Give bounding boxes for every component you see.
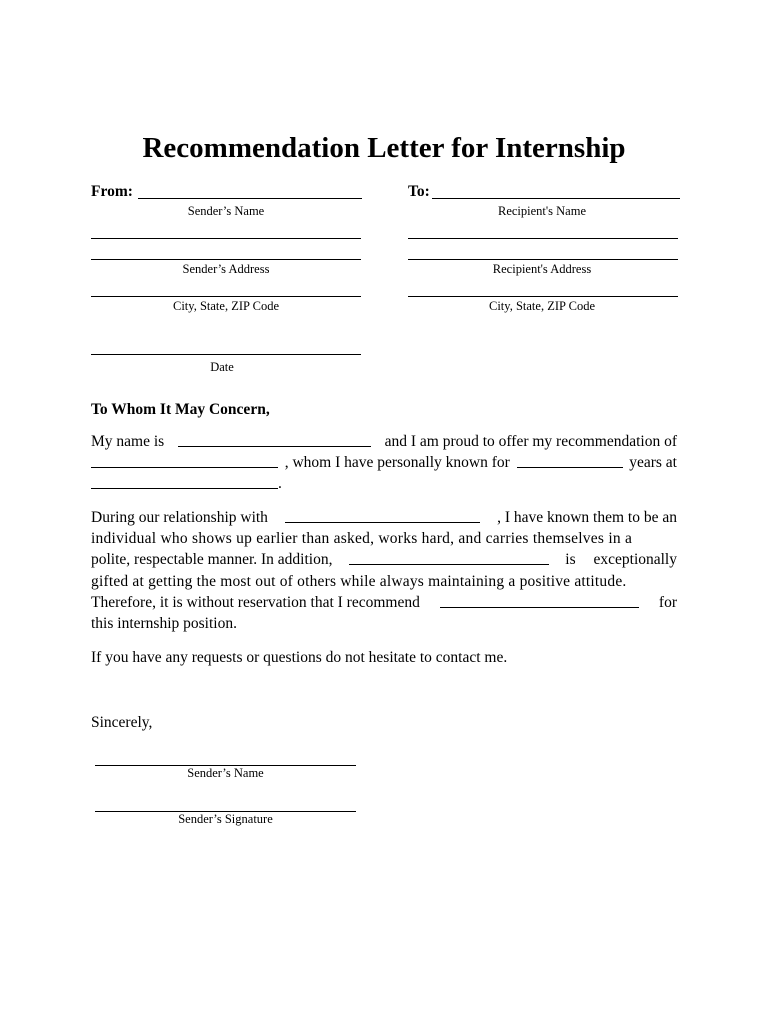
recipient-address-caption: Recipient's Address xyxy=(492,262,592,276)
paragraph-contact: If you have any requests or questions do not hesitate to contact me. xyxy=(91,649,508,666)
paragraph-line xyxy=(91,592,677,613)
paragraph-line xyxy=(91,452,677,473)
text-span: this internship position. xyxy=(91,615,237,633)
paragraph-line xyxy=(91,613,677,634)
signature-caption: Sender’s Signature xyxy=(178,812,273,826)
paragraph-line xyxy=(91,507,677,528)
recipient-name-caption: Recipient's Name xyxy=(498,204,586,218)
text-span: is exceptionally xyxy=(565,551,677,569)
recipient-name-line[interactable] xyxy=(432,198,680,199)
text-span: Therefore, it is without reservation that I recommend xyxy=(91,593,420,611)
sender-address-line-1[interactable] xyxy=(91,238,361,239)
paragraph-line xyxy=(91,528,677,549)
paragraph-relationship xyxy=(91,507,677,634)
sender-city-line[interactable] xyxy=(91,296,361,297)
text-span: and I am proud to offer my recommendation of xyxy=(384,433,677,450)
sender-name-line[interactable] xyxy=(138,198,362,199)
to-label: To: xyxy=(408,183,430,200)
text-span: , I have known them to be an xyxy=(497,509,677,526)
recipient-city-caption: City, State, ZIP Code xyxy=(488,299,595,313)
text-span: for xyxy=(658,593,677,611)
closing: Sincerely, xyxy=(91,714,153,731)
organization-blank[interactable] xyxy=(91,473,278,489)
years-known-blank[interactable] xyxy=(517,452,623,468)
paragraph-line xyxy=(91,549,677,570)
from-label: From: xyxy=(91,183,133,200)
date-caption: Date xyxy=(210,360,234,374)
sender-city-caption: City, State, ZIP Code xyxy=(172,299,279,313)
text-span: individual who shows up earlier than asked, works hard, and carries themselves in a xyxy=(91,530,633,548)
recipient-address-line-1[interactable] xyxy=(408,238,678,239)
text-span: gifted at getting the most out of others while always maintaining a positive attitude. xyxy=(91,572,627,590)
recommender-name-blank[interactable] xyxy=(178,431,371,447)
candidate-name-blank-3[interactable] xyxy=(349,549,549,565)
candidate-name-blank[interactable] xyxy=(91,452,278,468)
text-span: My name is xyxy=(91,433,165,450)
recipient-address-line-2[interactable] xyxy=(408,259,678,260)
date-line[interactable] xyxy=(91,354,361,355)
document-title: Recommendation Letter for Internship xyxy=(142,132,626,164)
recipient-city-line[interactable] xyxy=(408,296,678,297)
text-span: . xyxy=(278,475,282,493)
signature-name-caption: Sender’s Name xyxy=(187,766,264,780)
sender-address-line-2[interactable] xyxy=(91,259,361,260)
candidate-name-blank-4[interactable] xyxy=(440,592,639,608)
paragraph-line xyxy=(91,571,677,592)
text-span: During our relationship with xyxy=(91,509,268,526)
text-span: polite, respectable manner. In addition, xyxy=(91,551,333,569)
paragraph-intro xyxy=(91,431,677,495)
candidate-name-blank-2[interactable] xyxy=(285,507,480,523)
text-span: years at xyxy=(629,454,677,472)
sender-name-caption: Sender’s Name xyxy=(187,204,265,218)
paragraph-line xyxy=(91,473,677,494)
sender-address-caption: Sender’s Address xyxy=(182,262,270,276)
text-span: , whom I have personally known for xyxy=(284,454,510,472)
salutation: To Whom It May Concern, xyxy=(91,401,270,418)
paragraph-line xyxy=(91,431,677,452)
